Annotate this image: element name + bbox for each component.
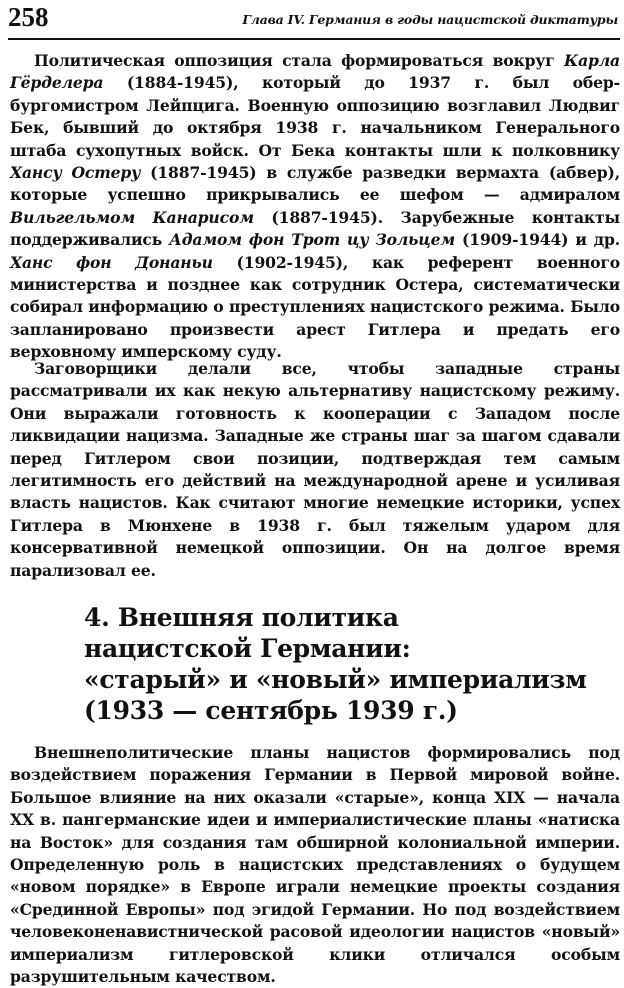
text-segment: (1887-1945). Зарубежные контакты поддерживались [10,207,620,250]
page-number: 258 [8,2,49,32]
person-name-trott: Адамом фон Трот цу Зольцем [169,230,456,250]
text-segment: (1884-1945), который до 1937 г. был обер-бургомистром Лейпцига. Военную оппозицию возглавил Людвиг Бек, бывший до октября 1938 г. начальником Генерального штаба сухопутных войск. От Бека контакты шли к полковнику [10,73,620,160]
section-heading-line: «старый» и «новый» империализм [84,665,587,694]
text-segment: (1909-1944) и др. [455,230,620,250]
text-segment: Политическая оппозиция стала формироваться вокруг [34,51,565,70]
section-heading [84,602,620,726]
section-heading-line: нацистской Германии: [84,634,411,663]
paragraph-foreign-policy: Внешнеполитические планы нацистов формировались под воздействием поражения Германии в Первой мировой войне. Большое влияние на них оказали «старые», конца XIX — начала XX в. пангерманские идеи и империалистические планы «натиска на Восток» для создания там обширной колониальной империи. Определенную роль в нацистских представлениях о будущем «новом порядке» в Европе играли немецкие проекты создания «Срединной Европы» под эгидой Германии. Но под воздействием человеконенавистнической расовой идеологии нацистов «новый» империализм гитлеровской клики отличался особым разрушительным качеством. [10,743,620,987]
person-name-canaris: Вильгельмом Канарисом [10,207,254,227]
person-name-dohnanyi: Ханс фон Донаньи [10,252,213,272]
person-name-goerdeler: Карла Гёрделера [10,51,620,93]
section-heading-line: (1933 — сентябрь 1939 г.) [84,696,458,725]
text-segment: (1902-1945), как референт военного министерства и позднее как сотрудник Остера, систематически собирал информацию о преступлениях нацистского режима. Было запланировано произвести арест Гитлера и предать его верховному имперскому суду. [10,252,620,362]
page-header [8,2,620,40]
paragraph-conspirators: Заговорщики делали все, чтобы западные страны рассматривали их как некую альтернативу нацистскому режиму. Они выражали готовность к кооперации с Западом после ликвидации нацизма. Западные же страны шаг за шагом сдавали перед Гитлером свои позиции, подтверждая тем самым легитимность его действий на международной арене и усиливая власть нацистов. Как считают многие немецкие историки, успех Гитлера в Мюнхене в 1938 г. был тяжелым ударом для консервативной немецкой оппозиции. Он на долгое время парализовал ее. [10,359,620,580]
paragraph-opposition [10,50,620,364]
running-head: Глава IV. Германия в годы нацистской диктатуры [242,12,618,27]
section-heading-line: 4. Внешняя политика [84,603,399,632]
text-segment: (1887-1945) в службе разведки вермахта (абвер), которые успешно прикрывались ее шефом — адмиралом [10,163,620,205]
person-name-oster: Хансу Остеру [10,163,141,183]
